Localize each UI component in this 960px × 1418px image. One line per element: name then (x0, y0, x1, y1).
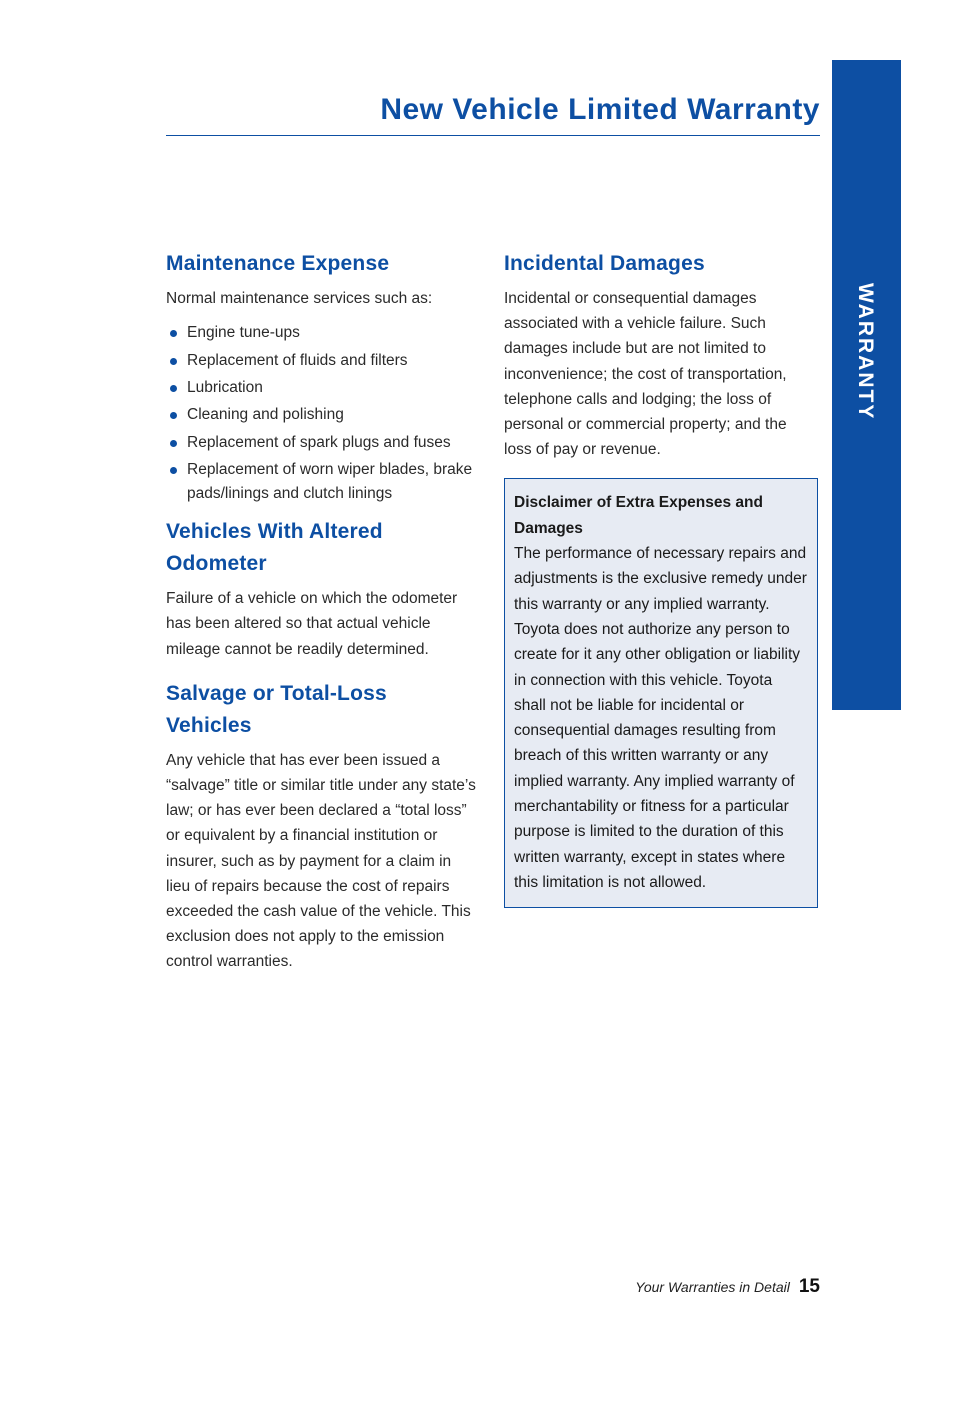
list-item (166, 458, 478, 506)
maintenance-expense-intro: Normal maintenance services such as: (166, 290, 433, 307)
salvage-section (166, 678, 478, 975)
bullet-icon (170, 412, 177, 419)
section-side-tab-label: WARRANTY (854, 283, 877, 421)
list-item-text: Replacement of fluids and filters (187, 351, 408, 369)
list-item-text: Replacement of spark plugs and fuses (187, 433, 451, 451)
list-item-text: Replacement of worn wiper blades, brake pads/linings and clutch linings (187, 461, 473, 503)
maintenance-expense-heading: Maintenance Expense (166, 252, 390, 275)
bullet-icon (170, 467, 177, 474)
disclaimer-box (504, 478, 818, 908)
right-column (504, 248, 818, 908)
bullet-icon (170, 358, 177, 365)
incidental-damages-heading: Incidental Damages (504, 252, 705, 275)
page-number: 15 (798, 1276, 820, 1297)
list-item (166, 403, 478, 427)
list-item (166, 376, 478, 400)
title-divider (166, 135, 820, 136)
list-item-text: Lubrication (187, 378, 263, 396)
disclaimer-title: Disclaimer of Extra Expenses and Damages (514, 494, 763, 537)
list-item (166, 321, 478, 345)
page-footer (480, 1276, 820, 1298)
page-title: New Vehicle Limited Warranty (380, 93, 820, 126)
maintenance-expense-section (166, 248, 478, 506)
bullet-icon (170, 385, 177, 392)
maintenance-list (166, 321, 478, 506)
list-item (166, 349, 478, 373)
list-item-text: Cleaning and polishing (187, 406, 344, 424)
list-item-text: Engine tune-ups (187, 324, 300, 342)
salvage-body: Any vehicle that has ever been issued a “salvage” title or similar title under any state’s law; or has ever been declared a “total loss” or equivalent by a financial institution or insurer, such as by payment for a claim in lieu of repairs because the cost of repairs exceeded the cash value of the vehicle. This exclusion does not apply to the emission control warranties. (166, 751, 476, 971)
altered-odometer-section (166, 516, 478, 662)
disclaimer-body: The performance of necessary repairs and adjustments is the exclusive remedy under this warranty or any implied warranty. Toyota does not authorize any person to create for it any other obligation or liability in connection with this vehicle. Toyota shall not be liable for incidental or consequential damages resulting from breach of this written warranty or any implied warranty. Any implied warranty of merchantability or fitness for a particular purpose is limited to the duration of this written warranty, except in states where this limitation is not allowed. (514, 545, 807, 891)
bullet-icon (170, 330, 177, 337)
incidental-damages-section (504, 248, 818, 462)
altered-odometer-heading: Vehicles With Altered Odometer (166, 520, 383, 576)
bullet-icon (170, 440, 177, 447)
salvage-heading: Salvage or Total-Loss Vehicles (166, 681, 387, 737)
footer-section-label: Your Warranties in Detail (635, 1279, 790, 1295)
left-column (166, 248, 478, 975)
altered-odometer-body: Failure of a vehicle on which the odometer has been altered so that actual vehicle mileage cannot be readily determined. (166, 590, 458, 658)
list-item (166, 431, 478, 455)
incidental-damages-body: Incidental or consequential damages associated with a vehicle failure. Such damages include but are not limited to inconvenience; the cost of transportation, telephone calls and lodging; the loss of personal or commercial property; and the loss of pay or revenue. (504, 290, 787, 459)
